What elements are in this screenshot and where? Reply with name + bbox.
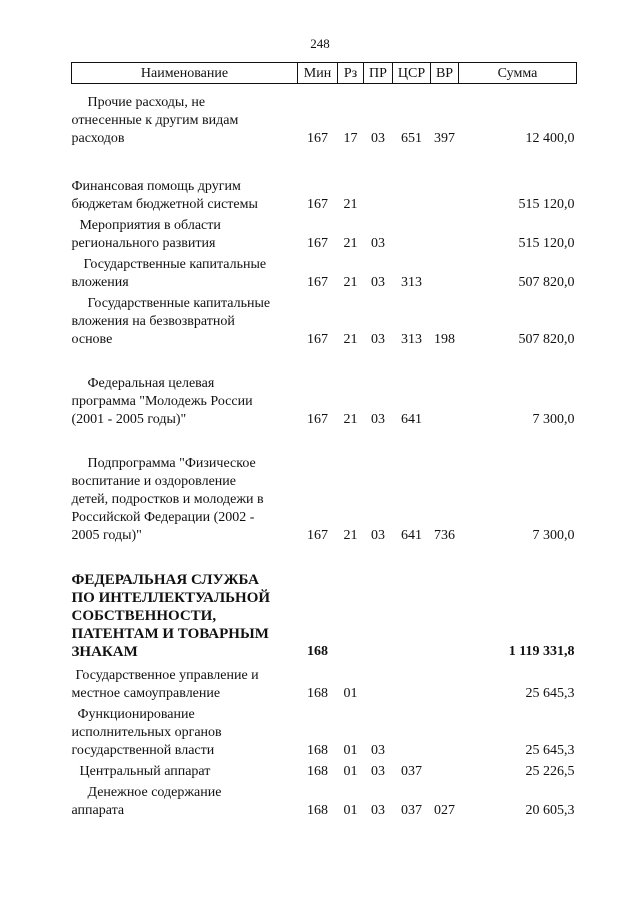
row-name-line: местное самоуправление xyxy=(71,686,221,701)
table-row xyxy=(72,545,577,661)
row-csr: 651 xyxy=(401,131,422,146)
row-name-line: детей, подростков и молодежи в xyxy=(71,492,264,507)
row-rz: 01 xyxy=(343,743,358,758)
row-pr: 03 xyxy=(371,131,385,146)
row-sum: 20 605,3 xyxy=(525,803,575,818)
row-pr: 03 xyxy=(371,236,385,251)
row-vr xyxy=(431,349,459,429)
row-name-line: аппарата xyxy=(71,803,125,818)
row-csr: 641 xyxy=(401,528,422,543)
row-name-line: Государственные капитальные xyxy=(83,257,267,272)
table-row xyxy=(72,661,577,703)
header-csr: ЦСР xyxy=(393,63,431,84)
row-name-line: 2005 годы)" xyxy=(71,528,142,543)
row-name-line: государственной власти xyxy=(71,743,215,758)
row-csr xyxy=(393,545,431,661)
row-rz xyxy=(338,545,364,661)
table-header-row xyxy=(72,63,577,84)
row-name-line: Подпрограмма "Физическое xyxy=(87,456,256,471)
row-name xyxy=(72,429,298,545)
row-name-line: воспитание и оздоровление xyxy=(71,474,236,489)
row-name-line: Прочие расходы, не xyxy=(87,95,206,110)
row-min: 167 xyxy=(307,332,328,347)
row-pr xyxy=(364,545,393,661)
row-name xyxy=(72,661,298,703)
row-pr: 03 xyxy=(371,743,385,758)
row-min: 168 xyxy=(307,803,328,818)
row-rz: 21 xyxy=(343,528,358,543)
row-name-line: расходов xyxy=(71,131,125,146)
row-rz: 01 xyxy=(343,803,358,818)
header-vr: ВР xyxy=(431,63,459,84)
row-name-line: Мероприятия в области xyxy=(79,218,221,233)
row-name-line: Финансовая помощь другим xyxy=(71,179,241,194)
row-pr: 03 xyxy=(371,332,385,347)
row-pr xyxy=(364,148,393,214)
row-vr xyxy=(431,760,459,781)
row-vr: 736 xyxy=(434,528,455,543)
row-vr xyxy=(431,661,459,703)
row-sum: 507 820,0 xyxy=(518,275,575,290)
row-name-line: Российской Федерации (2002 - xyxy=(71,510,255,525)
row-rz: 01 xyxy=(343,686,358,701)
row-name xyxy=(72,148,298,214)
row-name-line: основе xyxy=(71,332,113,347)
row-sum: 515 120,0 xyxy=(518,236,575,251)
row-min: 167 xyxy=(307,131,328,146)
row-sum: 7 300,0 xyxy=(532,528,575,543)
table-row xyxy=(72,429,577,545)
row-sum: 12 400,0 xyxy=(525,131,575,146)
row-rz: 17 xyxy=(343,131,358,146)
row-name-line: ПАТЕНТАМ И ТОВАРНЫМ xyxy=(71,626,269,642)
row-pr: 03 xyxy=(371,275,385,290)
row-min: 168 xyxy=(307,644,328,659)
row-name-line: Федеральная целевая xyxy=(87,376,215,391)
row-name xyxy=(72,214,298,253)
table-row xyxy=(72,292,577,349)
row-name xyxy=(72,292,298,349)
row-name xyxy=(72,545,298,661)
header-rz: Рз xyxy=(338,63,364,84)
row-name-line: СОБСТВЕННОСТИ, xyxy=(71,608,217,624)
row-rz: 21 xyxy=(343,197,358,212)
row-name-line: Государственное управление и xyxy=(75,668,259,683)
row-name-line: ФЕДЕРАЛЬНАЯ СЛУЖБА xyxy=(71,572,259,588)
row-sum: 515 120,0 xyxy=(518,197,575,212)
row-name-line: ЗНАКАМ xyxy=(71,644,138,660)
table-row xyxy=(72,253,577,292)
row-name-line: вложения xyxy=(71,275,129,290)
row-name-line: программа "Молодежь России xyxy=(71,394,253,409)
row-name xyxy=(72,703,298,760)
row-csr xyxy=(393,214,431,253)
row-sum: 7 300,0 xyxy=(532,412,575,427)
table-row xyxy=(72,349,577,429)
table-row xyxy=(72,760,577,781)
page-number: 248 xyxy=(310,36,330,51)
row-pr: 03 xyxy=(371,412,385,427)
row-min: 167 xyxy=(307,197,328,212)
row-sum: 507 820,0 xyxy=(518,332,575,347)
row-vr: 198 xyxy=(434,332,455,347)
row-vr: 397 xyxy=(434,131,455,146)
budget-table xyxy=(71,62,577,820)
row-sum: 25 645,3 xyxy=(525,743,575,758)
row-vr xyxy=(431,253,459,292)
row-min: 168 xyxy=(307,743,328,758)
row-rz: 21 xyxy=(343,236,358,251)
table-row xyxy=(72,703,577,760)
row-vr xyxy=(431,545,459,661)
row-vr xyxy=(431,148,459,214)
row-csr: 037 xyxy=(401,764,422,779)
row-sum: 25 645,3 xyxy=(525,686,575,701)
row-rz: 21 xyxy=(343,275,358,290)
row-name xyxy=(72,760,298,781)
row-name-line: Функционирование xyxy=(77,707,195,722)
row-csr: 037 xyxy=(401,803,422,818)
row-name xyxy=(72,781,298,820)
row-vr: 027 xyxy=(434,803,455,818)
row-min: 167 xyxy=(307,528,328,543)
row-name-line: Денежное содержание xyxy=(87,785,222,800)
table-row xyxy=(72,781,577,820)
table-row xyxy=(72,214,577,253)
header-min: Мин xyxy=(298,63,338,84)
row-name-line: отнесенные к другим видам xyxy=(71,113,239,128)
row-csr: 313 xyxy=(401,275,422,290)
row-vr xyxy=(431,703,459,760)
row-csr xyxy=(393,148,431,214)
row-rz: 01 xyxy=(343,764,358,779)
row-name xyxy=(72,84,298,149)
row-csr xyxy=(393,703,431,760)
row-csr: 641 xyxy=(401,412,422,427)
row-sum: 1 119 331,8 xyxy=(508,644,575,659)
row-name-line: ПО ИНТЕЛЛЕКТУАЛЬНОЙ xyxy=(71,590,271,606)
row-rz: 21 xyxy=(343,332,358,347)
row-name xyxy=(72,253,298,292)
row-name xyxy=(72,349,298,429)
row-name-line: исполнительных органов xyxy=(71,725,222,740)
header-sum: Сумма xyxy=(459,63,577,84)
row-pr: 03 xyxy=(371,764,385,779)
row-min: 167 xyxy=(307,275,328,290)
table-row xyxy=(72,148,577,214)
row-pr xyxy=(364,661,393,703)
row-vr xyxy=(431,214,459,253)
row-sum: 25 226,5 xyxy=(525,764,575,779)
row-name-line: Государственные капитальные xyxy=(87,296,271,311)
row-rz: 21 xyxy=(343,412,358,427)
row-name-line: (2001 - 2005 годы)" xyxy=(71,412,187,427)
table-row xyxy=(72,84,577,149)
row-name-line: регионального развития xyxy=(71,236,216,251)
row-min: 167 xyxy=(307,412,328,427)
row-name-line: бюджетам бюджетной системы xyxy=(71,197,258,212)
header-pr: ПР xyxy=(364,63,393,84)
row-min: 168 xyxy=(307,686,328,701)
row-pr: 03 xyxy=(371,803,385,818)
row-csr xyxy=(393,661,431,703)
row-pr: 03 xyxy=(371,528,385,543)
row-min: 167 xyxy=(307,236,328,251)
row-name-line: Центральный аппарат xyxy=(79,764,211,779)
row-csr: 313 xyxy=(401,332,422,347)
header-name: Наименование xyxy=(72,63,298,84)
row-min: 168 xyxy=(307,764,328,779)
row-name-line: вложения на безвозвратной xyxy=(71,314,235,329)
